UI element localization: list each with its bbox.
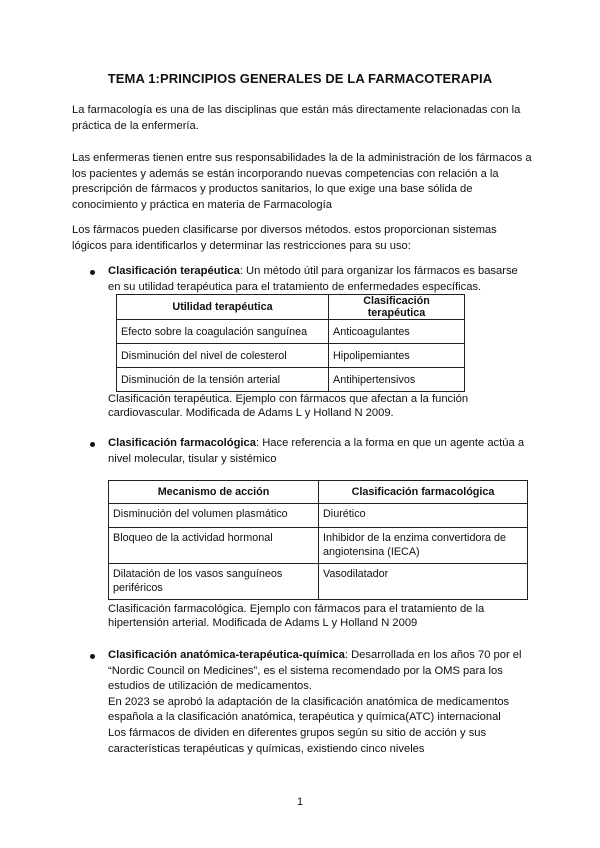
table-cell: Vasodilatador <box>319 564 528 600</box>
classification-intro-paragraph: Los fármacos pueden clasificarse por diversos métodos. estos proporcionan sistemas lógicos para identificarlos y determinar las restricciones para su uso: <box>72 224 497 252</box>
table-header: Clasificación farmacológica <box>319 481 528 504</box>
bullet-marker <box>90 654 95 659</box>
pharmacological-table <box>108 480 528 600</box>
bullet-line: Los fármacos de dividen en diferentes grupos según su sitio de acción y sus características terapéuticas y químicas, existiendo cinco niveles <box>108 726 487 755</box>
table-header: Clasificación terapéutica <box>329 295 465 320</box>
table-header: Mecanismo de acción <box>109 481 319 504</box>
table-cell: Anticoagulantes <box>329 320 465 344</box>
responsibilities-paragraph: Las enfermeras tienen entre sus responsabilidades la de la administración de los fármacos a los pacientes y además se están incorporando nuevas competencias con relación a la prescripción de fármacos y productos sanitarios, lo que exige una base sólida de conocimiento y práctica en materia de Farmacología <box>72 152 532 211</box>
table-row <box>117 368 465 392</box>
page-number: 1 <box>296 796 304 808</box>
table-cell: Efecto sobre la coagulación sanguínea <box>117 320 329 344</box>
bullet-farmacologica <box>108 436 528 467</box>
therapeutic-table-caption: Clasificación terapéutica. Ejemplo con fármacos que afectan a la función cardiovascular. Modificada de Adams L y Holland N 2009. <box>108 393 469 419</box>
bullet-text: : Desarrollada en los años 70 por el “Nordic Council on Medicines”, es el sistema recomendado por la OMS para los estudios de utilización de medicamentos. <box>108 649 522 693</box>
table-cell: Hipolipemiantes <box>329 344 465 368</box>
table-header-row <box>117 295 465 320</box>
table-cell: Disminución de la tensión arterial <box>117 368 329 392</box>
table-cell: Bloqueo de la actividad hormonal <box>109 528 319 564</box>
pharmacological-table-caption: Clasificación farmacológica. Ejemplo con fármacos para el tratamiento de la hipertensión arterial. Modificada de Adams L y Holland N 2009 <box>108 603 485 629</box>
bullet-terapeutica <box>108 264 528 295</box>
table-header: Utilidad terapéutica <box>117 295 329 320</box>
intro-paragraph: La farmacología es una de las disciplinas que están más directamente relacionadas con la práctica de la enfermería. <box>72 104 521 132</box>
table-row <box>109 504 528 528</box>
table-row <box>109 564 528 600</box>
table-cell: Disminución del volumen plasmático <box>109 504 319 528</box>
bullet-atc <box>108 648 528 757</box>
therapeutic-table <box>116 294 465 392</box>
table-cell: Disminución del nivel de colesterol <box>117 344 329 368</box>
table-cell: Inhibidor de la enzima convertidora de angiotensina (IECA) <box>319 528 528 564</box>
bullet-term: Clasificación farmacológica <box>108 437 256 449</box>
bullet-marker <box>90 270 95 275</box>
table-cell: Antihipertensivos <box>329 368 465 392</box>
table-row <box>109 528 528 564</box>
table-cell: Diurético <box>319 504 528 528</box>
bullet-line: En 2023 se aprobó la adaptación de la clasificación anatómica de medicamentos española a la clasificación anatómica, terapéutica y química(ATC) internacional <box>108 695 510 724</box>
bullet-marker <box>90 442 95 447</box>
table-row <box>117 344 465 368</box>
table-header-row <box>109 481 528 504</box>
bullet-term: Clasificación terapéutica <box>108 265 240 277</box>
table-row <box>117 320 465 344</box>
bullet-line <box>108 648 528 695</box>
page-title: TEMA 1:PRINCIPIOS GENERALES DE LA FARMACOTERAPIA <box>107 71 493 86</box>
bullet-text: : Un método útil para organizar los fármacos es basarse en su utilidad terapéutica para el tratamiento de enfermedades específicas. <box>108 265 518 293</box>
bullet-text: : Hace referencia a la forma en que un agente actúa a nivel molecular, tisular y sistémico <box>108 437 525 465</box>
bullet-term: Clasificación anatómica-terapéutica-química <box>108 649 345 661</box>
table-cell: Dilatación de los vasos sanguíneos periféricos <box>109 564 319 600</box>
